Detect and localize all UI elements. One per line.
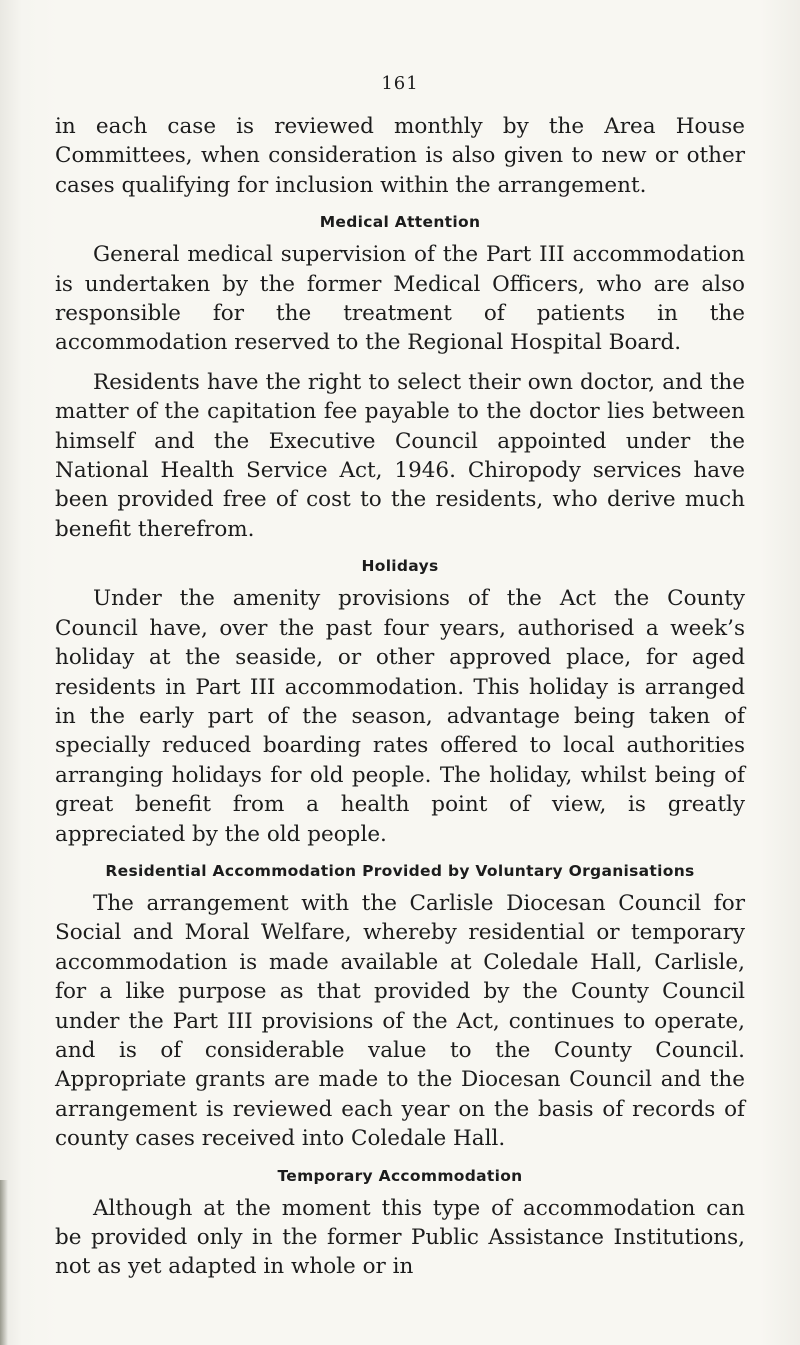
paragraph-continued: in each case is reviewed monthly by the Area House Committees, when consideration is also given to new or other cases qualifying for inclusion within the arrangement. [55,114,745,198]
heading-temporary-accommodation: Temporary Accommodation [277,1166,523,1185]
page-content [55,72,745,1292]
paragraph-medical-supervision: General medical supervision of the Part III accommodation is undertaken by the former Medical Officers, who are also responsible for the treatment of patients in the accommodation reserved to the Regional Hospital Board. [55,242,745,356]
heading-holidays: Holidays [361,557,439,576]
binding-shadow [0,1180,8,1345]
paragraph-holidays: Under the amenity provisions of the Act the County Council have, over the past four years, authorised a week’s holiday at the seaside, or other approved place, for aged residents in Part III accommodation. This holiday is arranged in the early part of the season, advantage being taken of specially reduced boarding rates offered to local authorities arranging holidays for old people. The holiday, whilst being of great benefit from a health point of view, is greatly appreciated by the old people. [55,586,745,847]
paragraph-temporary-accommodation: Although at the moment this type of accommodation can be provided only in the former Public Assistance Institutions, not as yet adapted in whole or in [55,1195,745,1280]
heading-voluntary-organisations: Residential Accommodation Provided by Voluntary Organisations [105,861,695,880]
page-number: 161 [381,73,419,94]
heading-medical-attention: Medical Attention [319,213,481,232]
paragraph-residents-doctor: Residents have the right to select their own doctor, and the matter of the capitation fee payable to the doctor lies between himself and the Executive Council appointed under the National Health Service Act, 1946. Chiropody services have been provided free of cost to the residents, who derive much benefit therefrom. [55,369,745,542]
paragraph-voluntary-arrangement: The arrangement with the Carlisle Diocesan Council for Social and Moral Welfare, whereby residential or temporary accommodation is made available at Coledale Hall, Carlisle, for a like purpose as that provided by the County Council under the Part III provisions of the Act, continues to operate, and is of considerable value to the County Council. Appropriate grants are made to the Diocesan Council and the arrangement is reviewed each year on the basis of records of county cases received into Coledale Hall. [55,890,745,1152]
